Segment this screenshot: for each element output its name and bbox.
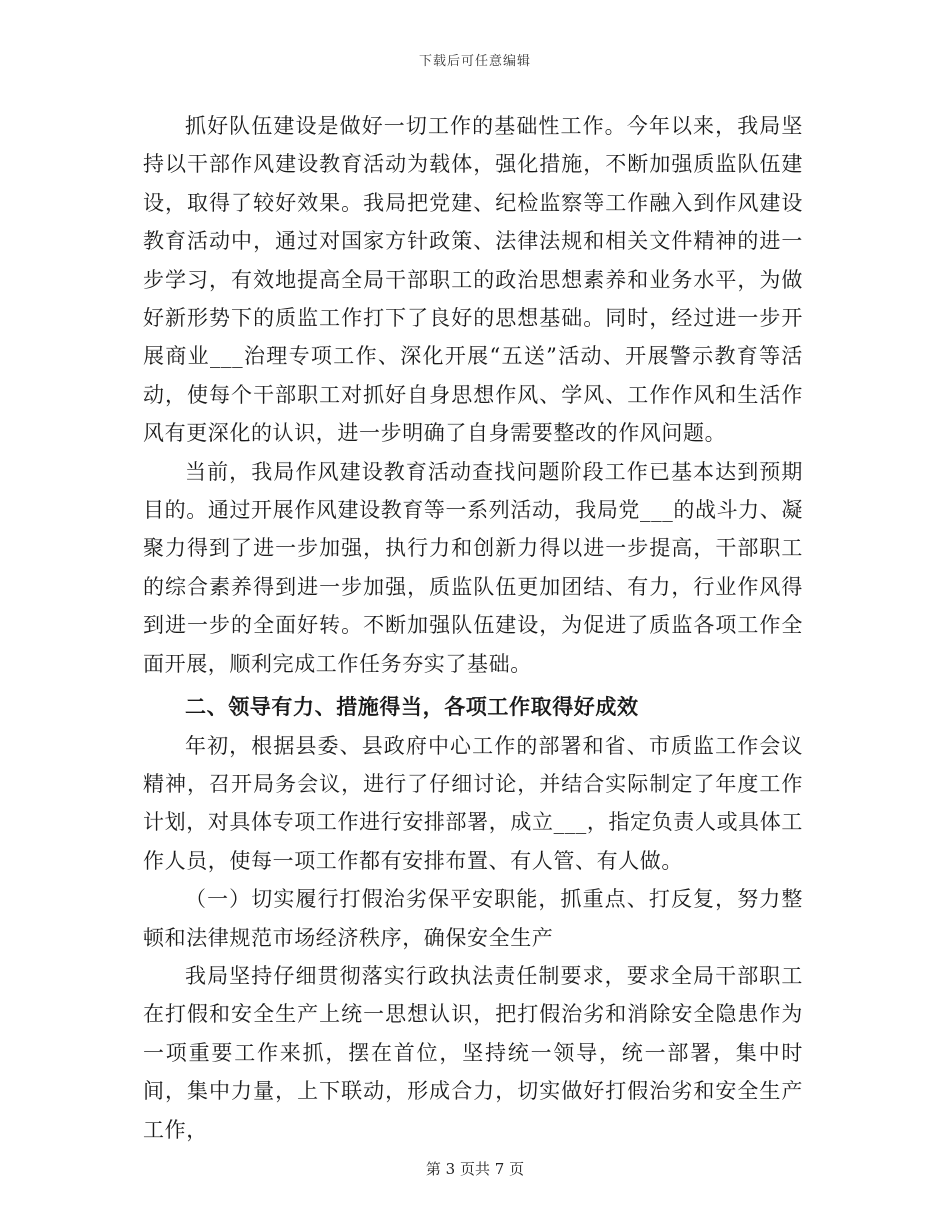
paragraph-annual-plan: 年初，根据县委、县政府中心工作的部署和省、市质监工作会议精神，召开局务会议，进行了仔细讨论，并结合实际制定了年度工作计划，对具体专项工作进行安排部署，成立___，指定负责人或具体工作人员，使每一项工作都有安排布置、有人管、有人做。 (143, 733, 803, 873)
page-header: 下载后可任意编辑 (418, 54, 531, 69)
paragraph-team-building: 抓好队伍建设是做好一切工作的基础性工作。今年以来，我局坚持以干部作风建设教育活动为载体，强化措施，不断加强质监队伍建设，取得了较好效果。我局把党建、纪检监察等工作融入到作风建设教育活动中，通过对国家方针政策、法律法规和相关文件精神的进一步学习，有效地提高全局干部职工的政治思想素养和业务水平，为做好新形势下的质监工作打下了良好的思想基础。同时，经过进一步开展商业___治理专项工作、深化开展“五送”活动、开展警示教育等活动，使每个干部职工对抓好自身思想作风、学风、工作作风和生活作风有更深化的认识，进一步明确了自身需要整改的作风问题。 (143, 114, 803, 446)
page-number: 第 3 页共 7 页 (425, 1160, 525, 1178)
paragraph-law-enforcement: 我局坚持仔细贯彻落实行政执法责任制要求，要求全局干部职工在打假和安全生产上统一思想认识，把打假治劣和消除安全隐患作为一项重要工作来抓，摆在首位，坚持统一领导，统一部署，集中时间，集中力量，上下联动，形成合力，切实做好打假治劣和安全生产工作， (143, 963, 803, 1142)
paragraph-current-status: 当前，我局作风建设教育活动查找问题阶段工作已基本达到预期目的。通过开展作风建设教育等一系列活动，我局党___的战斗力、凝聚力得到了进一步加强，执行力和创新力得以进一步提高，干部职工的综合素养得到进一步加强，质监队伍更加团结、有力，行业作风得到进一步的全面好转。不断加强队伍建设，为促进了质监各项工作全面开展，顺利完成工作任务夯实了基础。 (143, 459, 803, 676)
document-body (143, 107, 803, 1149)
section-heading: 二、领导有力、措施得当，各项工作取得好成效 (185, 694, 639, 720)
subsection-heading: （一）切实履行打假治劣保平安职能，抓重点、打反复，努力整顿和法律规范市场经济秩序，确保安全生产 (143, 887, 803, 950)
